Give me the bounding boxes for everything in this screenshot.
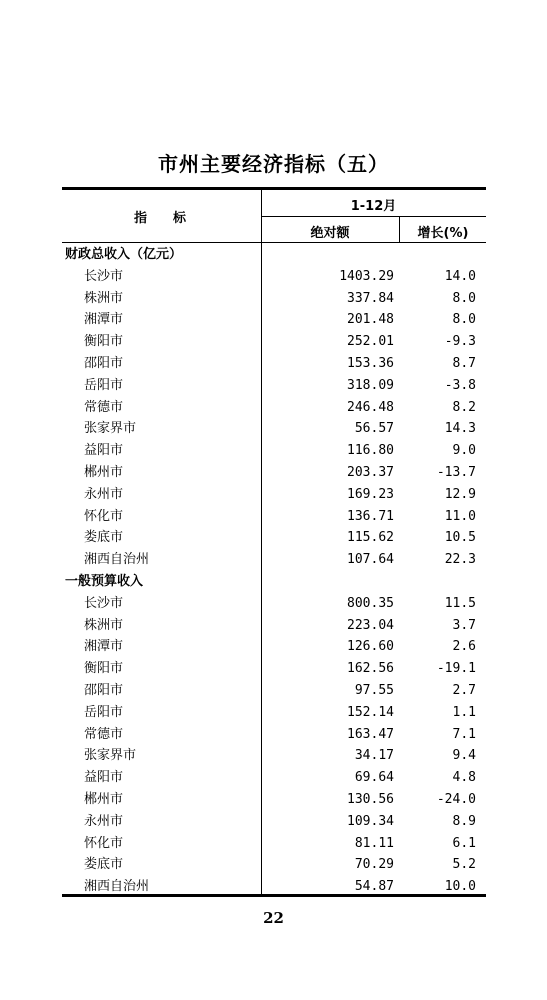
- page-number: 22: [263, 909, 284, 927]
- header-bottom-rule: [62, 242, 486, 243]
- table-row: [62, 309, 486, 331]
- city-name: 邵阳市: [84, 356, 124, 371]
- city-name: 长沙市: [84, 268, 124, 284]
- table-row: [62, 527, 486, 549]
- table-row: [62, 397, 486, 419]
- city-name: 岳阳市: [84, 704, 124, 720]
- growth-value: 2.6: [452, 639, 476, 655]
- table-row: [62, 266, 486, 288]
- city-name: 张家界市: [84, 421, 137, 437]
- growth-value: 1.1: [452, 704, 476, 720]
- table-row: [62, 833, 486, 855]
- absolute-value: 246.48: [347, 399, 394, 415]
- growth-value: 11.5: [444, 595, 476, 611]
- table-row: [62, 549, 486, 571]
- table-bottom-rule: [62, 894, 486, 897]
- growth-value: 7.1: [452, 726, 476, 742]
- city-name: 益阳市: [84, 770, 124, 786]
- city-name: 岳阳市: [84, 377, 124, 393]
- section-label: 财政总收入（亿元）: [65, 247, 183, 262]
- absolute-value: 169.23: [347, 486, 394, 502]
- absolute-value: 126.60: [347, 639, 394, 655]
- table-row: [62, 506, 486, 528]
- absolute-value: 162.56: [347, 661, 394, 677]
- table-row: [62, 331, 486, 353]
- table-row: [62, 484, 486, 506]
- absolute-value: 69.64: [354, 770, 394, 786]
- absolute-value: 81.11: [354, 835, 394, 851]
- absolute-value: 116.80: [347, 443, 394, 459]
- city-name: 娄底市: [84, 857, 124, 873]
- city-name: 衡阳市: [84, 334, 124, 350]
- growth-value: -3.8: [444, 377, 476, 393]
- city-name: 郴州市: [84, 792, 124, 807]
- table-row: [62, 636, 486, 658]
- city-name: 娄底市: [84, 530, 124, 546]
- city-name: 怀化市: [84, 835, 124, 851]
- city-name: 湘潭市: [84, 312, 124, 328]
- table-row: [62, 767, 486, 789]
- growth-value: 8.7: [452, 356, 476, 371]
- absolute-value: 223.04: [347, 617, 394, 633]
- absolute-value: 163.47: [347, 726, 394, 742]
- table-row: [62, 418, 486, 440]
- section-header-row: [62, 244, 486, 266]
- table-row: [62, 440, 486, 462]
- city-name: 怀化市: [84, 508, 124, 524]
- indicator-table: [62, 187, 486, 897]
- growth-value: 4.8: [452, 770, 476, 786]
- section-header-row: [62, 571, 486, 593]
- page-title: 市州主要经济指标（五）: [158, 152, 389, 176]
- city-name: 永州市: [84, 813, 124, 829]
- growth-value: 6.1: [452, 835, 476, 851]
- table-top-rule: [62, 187, 486, 190]
- table-row: [62, 811, 486, 833]
- growth-value: 9.4: [452, 748, 476, 764]
- growth-value: 10.5: [444, 530, 476, 546]
- growth-value: -19.1: [436, 661, 476, 677]
- table-row: [62, 462, 486, 484]
- value-header: 绝对额: [310, 226, 350, 241]
- table-row: [62, 702, 486, 724]
- growth-value: -13.7: [436, 465, 476, 480]
- city-name: 郴州市: [84, 465, 124, 480]
- table-row: [62, 745, 486, 767]
- growth-value: 10.0: [444, 879, 476, 895]
- table-row: [62, 288, 486, 310]
- table-row: [62, 724, 486, 746]
- growth-value: 14.0: [444, 268, 476, 284]
- table-row: [62, 680, 486, 702]
- growth-value: 22.3: [444, 552, 476, 568]
- city-name: 常德市: [84, 399, 124, 415]
- city-name: 益阳市: [84, 443, 124, 459]
- absolute-value: 153.36: [347, 356, 394, 371]
- growth-value: 8.0: [452, 312, 476, 328]
- section-label: 一般预算收入: [65, 574, 144, 589]
- growth-header: 增长(%): [417, 226, 469, 241]
- absolute-value: 97.55: [354, 683, 394, 698]
- absolute-value: 115.62: [347, 530, 394, 546]
- absolute-value: 152.14: [347, 704, 394, 720]
- growth-value: 8.2: [452, 399, 476, 415]
- growth-value: 11.0: [444, 508, 476, 524]
- table-row: [62, 593, 486, 615]
- table-row: [62, 658, 486, 680]
- table-row: [62, 789, 486, 811]
- absolute-value: 800.35: [347, 595, 394, 611]
- absolute-value: 54.87: [354, 879, 394, 895]
- absolute-value: 337.84: [347, 290, 394, 306]
- growth-value: -24.0: [436, 792, 476, 807]
- city-name: 张家界市: [84, 748, 137, 764]
- table-row: [62, 375, 486, 397]
- growth-value: 9.0: [452, 443, 476, 459]
- growth-value: 12.9: [444, 486, 476, 502]
- absolute-value: 252.01: [347, 334, 394, 350]
- city-name: 长沙市: [84, 595, 124, 611]
- header-inner-rule: [261, 216, 486, 217]
- city-name: 株洲市: [84, 290, 124, 306]
- absolute-value: 203.37: [347, 465, 394, 480]
- table-row: [62, 353, 486, 375]
- growth-value: -9.3: [444, 334, 476, 350]
- period-header: 1-12月: [350, 199, 397, 214]
- table-row: [62, 615, 486, 637]
- absolute-value: 109.34: [347, 813, 394, 829]
- absolute-value: 70.29: [354, 857, 394, 873]
- growth-value: 2.7: [452, 683, 476, 698]
- city-name: 永州市: [84, 486, 124, 502]
- city-name: 衡阳市: [84, 661, 124, 677]
- absolute-value: 107.64: [347, 552, 394, 568]
- city-name: 邵阳市: [84, 683, 124, 698]
- absolute-value: 1403.29: [339, 268, 394, 284]
- city-name: 湘西自治州: [84, 879, 150, 895]
- absolute-value: 318.09: [347, 377, 394, 393]
- city-name: 湘西自治州: [84, 552, 150, 568]
- absolute-value: 136.71: [347, 508, 394, 524]
- growth-value: 5.2: [452, 857, 476, 873]
- absolute-value: 56.57: [354, 421, 394, 437]
- city-name: 湘潭市: [84, 639, 124, 655]
- indicator-header: 指 标: [134, 211, 187, 226]
- growth-value: 3.7: [452, 617, 476, 633]
- growth-value: 14.3: [444, 421, 476, 437]
- table-row: [62, 854, 486, 876]
- absolute-value: 34.17: [354, 748, 394, 764]
- city-name: 常德市: [84, 726, 124, 742]
- growth-value: 8.9: [452, 813, 476, 829]
- absolute-value: 201.48: [347, 312, 394, 328]
- city-name: 株洲市: [84, 617, 124, 633]
- absolute-value: 130.56: [347, 792, 394, 807]
- growth-value: 8.0: [452, 290, 476, 306]
